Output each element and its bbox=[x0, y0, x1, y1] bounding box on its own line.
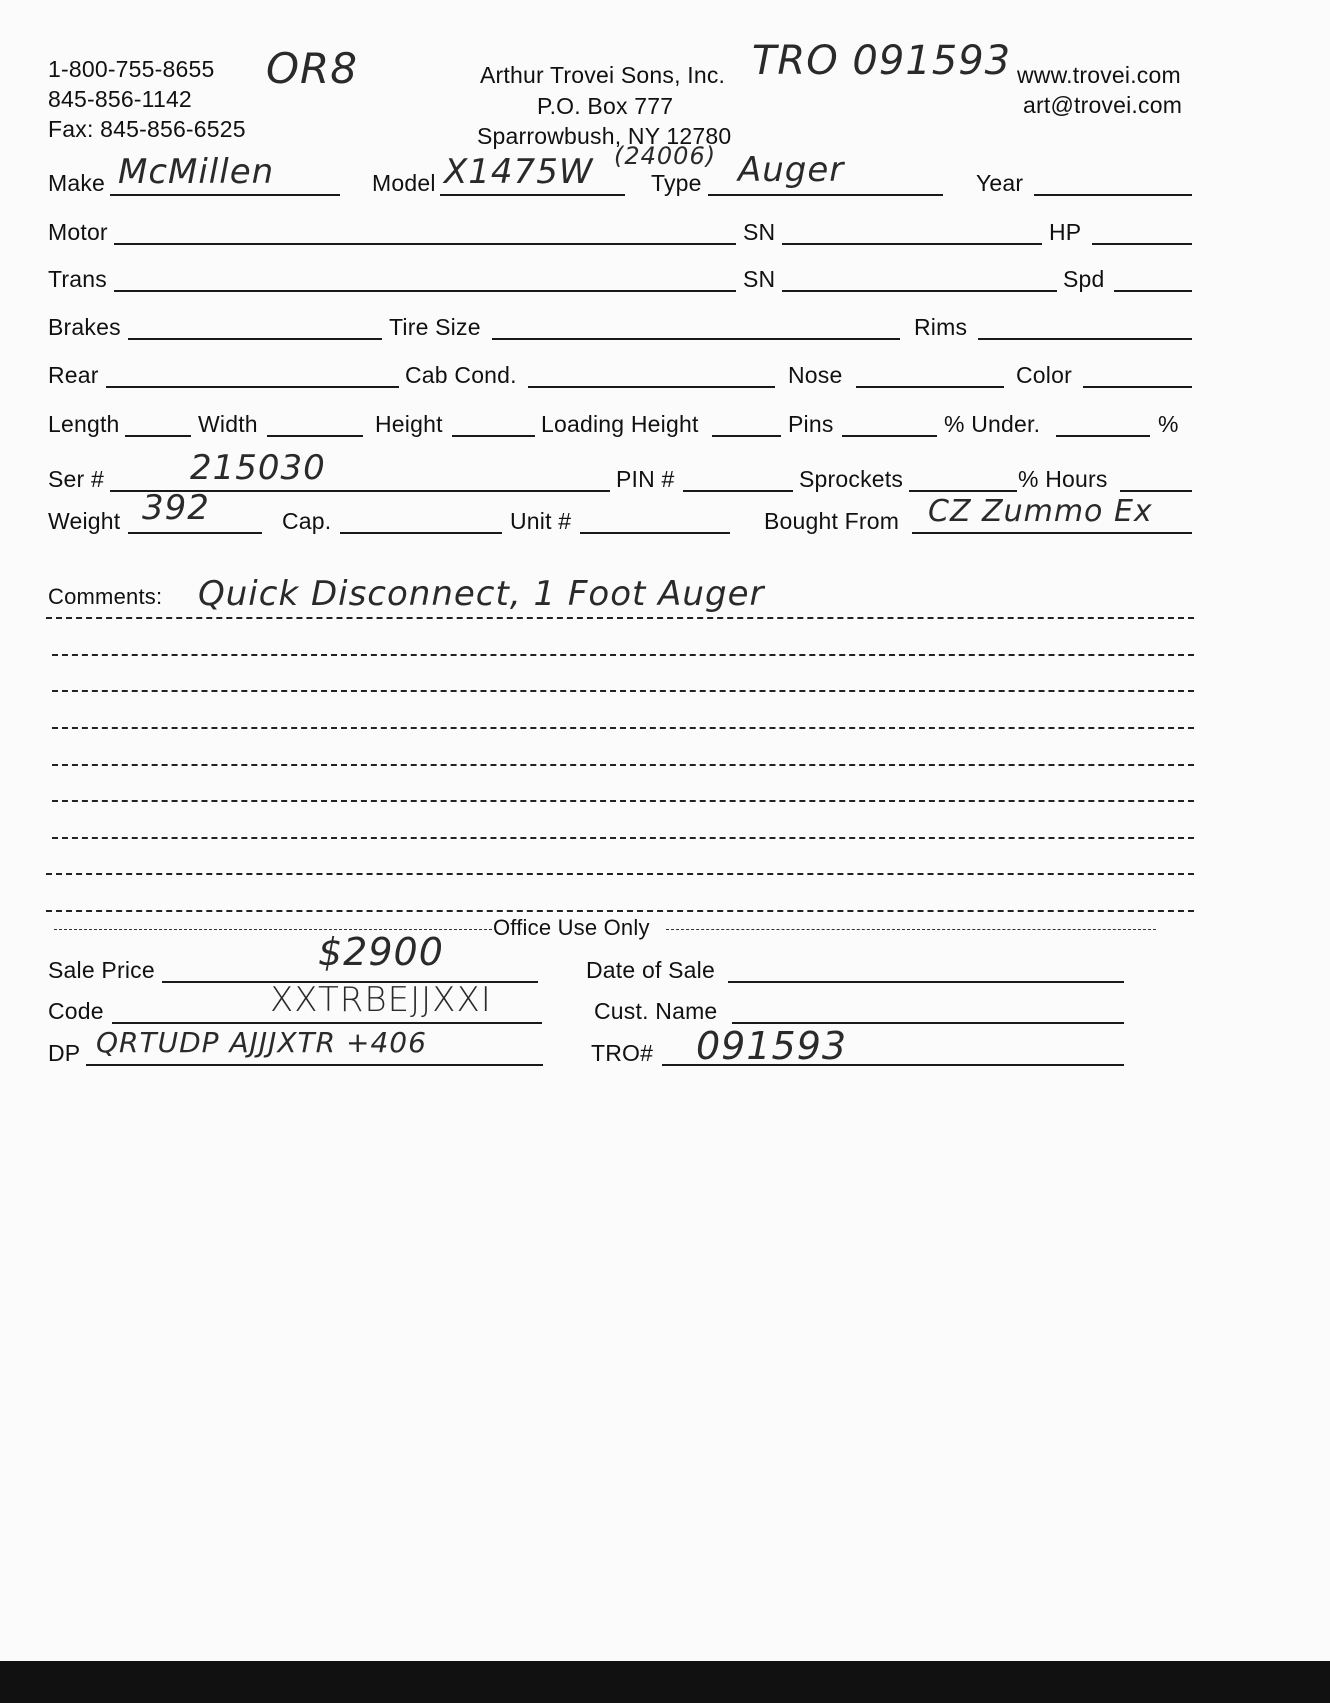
make-label: Make bbox=[48, 170, 106, 196]
comments-label: Comments: bbox=[48, 584, 163, 609]
unit-label: Unit # bbox=[510, 508, 572, 534]
trans-sn-label: SN bbox=[743, 266, 776, 292]
type-value: Auger bbox=[738, 150, 845, 190]
weight-value: 392 bbox=[142, 488, 210, 528]
brakes-label: Brakes bbox=[48, 314, 121, 340]
pct-symbol-label: % bbox=[1158, 411, 1179, 437]
sprockets-label: Sprockets bbox=[799, 466, 904, 492]
sale-price-value: $2900 bbox=[318, 930, 444, 974]
motor-label: Motor bbox=[48, 219, 108, 245]
spd-label: Spd bbox=[1063, 266, 1105, 292]
date-of-sale-label: Date of Sale bbox=[586, 957, 715, 983]
height-label: Height bbox=[375, 411, 443, 437]
bought-from-label: Bought From bbox=[764, 508, 900, 534]
tire-size-label: Tire Size bbox=[389, 314, 481, 340]
phone-number-local: 845-856-1142 bbox=[48, 86, 192, 112]
motor-sn-label: SN bbox=[743, 219, 776, 245]
comments-value: Quick Disconnect, 1 Foot Auger bbox=[198, 574, 765, 614]
trans-label: Trans bbox=[48, 266, 107, 292]
type-label: Type bbox=[651, 170, 702, 196]
code-value: XXTRBEJJXXI bbox=[270, 980, 492, 1020]
make-value: McMillen bbox=[118, 152, 275, 192]
office-use-only-title: Office Use Only bbox=[493, 915, 650, 940]
dp-label: DP bbox=[48, 1040, 81, 1066]
ser-label: Ser # bbox=[48, 466, 104, 492]
pct-under-label: % Under. bbox=[944, 411, 1041, 437]
company-email: art@trovei.com bbox=[1023, 92, 1183, 118]
cust-name-label: Cust. Name bbox=[594, 998, 718, 1024]
tro-value: 091593 bbox=[696, 1024, 848, 1068]
ser-value: 215030 bbox=[190, 448, 326, 488]
fax-number: Fax: 845-856-6525 bbox=[48, 116, 246, 142]
weight-label: Weight bbox=[48, 508, 121, 534]
model-value: X1475W bbox=[444, 152, 594, 192]
width-label: Width bbox=[198, 411, 258, 437]
comment-line bbox=[52, 800, 1194, 802]
sale-price-label: Sale Price bbox=[48, 957, 155, 983]
company-name: Arthur Trovei Sons, Inc. bbox=[480, 62, 726, 88]
comment-line bbox=[46, 873, 1194, 875]
comment-line bbox=[52, 690, 1194, 692]
pins-label: Pins bbox=[788, 411, 834, 437]
nose-label: Nose bbox=[788, 362, 843, 388]
pin-label: PIN # bbox=[616, 466, 675, 492]
comment-line bbox=[46, 617, 1194, 619]
code-label: Code bbox=[48, 998, 104, 1024]
rims-label: Rims bbox=[914, 314, 968, 340]
length-label: Length bbox=[48, 411, 120, 437]
scan-edge-bar bbox=[0, 1661, 1330, 1703]
pct-hours-label: % Hours bbox=[1018, 466, 1108, 492]
company-website: www.trovei.com bbox=[1017, 62, 1181, 88]
year-label: Year bbox=[976, 170, 1024, 196]
color-label: Color bbox=[1016, 362, 1072, 388]
loading-height-label: Loading Height bbox=[541, 411, 699, 437]
model-note: (24006) bbox=[614, 142, 717, 170]
comment-line bbox=[52, 837, 1194, 839]
cap-label: Cap. bbox=[282, 508, 332, 534]
hp-label: HP bbox=[1049, 219, 1082, 245]
company-city: Sparrowbush, NY 12780 bbox=[477, 123, 732, 149]
comment-line bbox=[52, 764, 1194, 766]
phone-number-tollfree: 1-800-755-8655 bbox=[48, 56, 215, 82]
tro-label: TRO# bbox=[591, 1040, 654, 1066]
bought-from-value: CZ Zummo Ex bbox=[928, 494, 1153, 529]
model-label: Model bbox=[372, 170, 436, 196]
handwritten-tro-number: TRO 091593 bbox=[752, 38, 1012, 84]
comment-line bbox=[52, 727, 1194, 729]
company-po-box: P.O. Box 777 bbox=[537, 93, 674, 119]
rear-label: Rear bbox=[48, 362, 99, 388]
comment-line bbox=[52, 654, 1194, 656]
dp-value: QRTUDP AJJJXTR +406 bbox=[96, 1026, 427, 1059]
cab-cond-label: Cab Cond. bbox=[405, 362, 517, 388]
handwritten-code: OR8 bbox=[266, 44, 358, 93]
comment-line bbox=[46, 910, 1194, 912]
